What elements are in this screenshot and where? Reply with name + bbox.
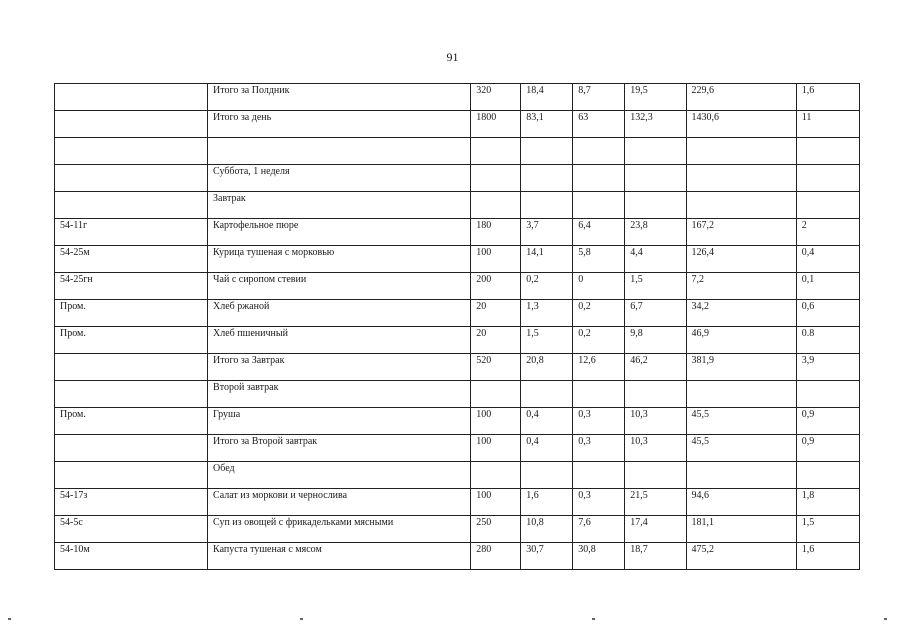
cell-code: Пром.: [55, 327, 208, 354]
cell-name: Груша: [208, 408, 471, 435]
cell-output: 250: [471, 516, 521, 543]
cell-carbs: [625, 462, 686, 489]
cell-carbs: [625, 165, 686, 192]
cell-protein: [521, 138, 573, 165]
cell-energy: [686, 381, 796, 408]
cell-fat: 6,4: [573, 219, 625, 246]
cell-protein: [521, 381, 573, 408]
cell-fat: 0,2: [573, 327, 625, 354]
cell-name: Завтрак: [208, 192, 471, 219]
cell-vitc: 1,5: [796, 516, 859, 543]
cell-protein: 3,7: [521, 219, 573, 246]
table-row: [55, 300, 860, 327]
cell-vitc: [796, 462, 859, 489]
cell-carbs: 23,8: [625, 219, 686, 246]
cell-output: 200: [471, 273, 521, 300]
cell-name: Второй завтрак: [208, 381, 471, 408]
cell-fat: 0,3: [573, 489, 625, 516]
cell-protein: 10,8: [521, 516, 573, 543]
table-row: [55, 138, 860, 165]
cell-protein: 1,6: [521, 489, 573, 516]
cell-output: [471, 462, 521, 489]
cell-energy: 126,4: [686, 246, 796, 273]
cell-carbs: 18,7: [625, 543, 686, 570]
table-row: [55, 543, 860, 570]
cell-fat: 0,2: [573, 300, 625, 327]
cell-fat: 8,7: [573, 84, 625, 111]
cell-code: [55, 165, 208, 192]
cell-energy: 45,5: [686, 435, 796, 462]
cell-vitc: 0,9: [796, 408, 859, 435]
cell-code: Пром.: [55, 408, 208, 435]
cell-carbs: 132,3: [625, 111, 686, 138]
cell-protein: 20,8: [521, 354, 573, 381]
menu-table: [54, 83, 860, 570]
cell-carbs: 21,5: [625, 489, 686, 516]
scan-marks: [0, 618, 905, 628]
cell-name: Суп из овощей с фрикадельками мясными: [208, 516, 471, 543]
table-row: [55, 516, 860, 543]
cell-name: Итого за день: [208, 111, 471, 138]
page-number: 91: [446, 50, 459, 64]
cell-code: 54-25гн: [55, 273, 208, 300]
cell-name: Картофельное пюре: [208, 219, 471, 246]
cell-fat: 7,6: [573, 516, 625, 543]
cell-name: [208, 138, 471, 165]
cell-vitc: [796, 192, 859, 219]
table-row: [55, 435, 860, 462]
cell-code: [55, 435, 208, 462]
cell-code: [55, 462, 208, 489]
cell-energy: [686, 165, 796, 192]
cell-energy: 46,9: [686, 327, 796, 354]
cell-protein: 0,4: [521, 408, 573, 435]
cell-output: 20: [471, 300, 521, 327]
cell-name: Суббота, 1 неделя: [208, 165, 471, 192]
cell-fat: [573, 192, 625, 219]
cell-energy: 1430,6: [686, 111, 796, 138]
cell-carbs: 9,8: [625, 327, 686, 354]
table-row: [55, 489, 860, 516]
cell-fat: [573, 462, 625, 489]
cell-carbs: 4,4: [625, 246, 686, 273]
cell-vitc: 0.8: [796, 327, 859, 354]
table-row: [55, 192, 860, 219]
cell-output: [471, 192, 521, 219]
cell-output: 280: [471, 543, 521, 570]
cell-protein: 1,5: [521, 327, 573, 354]
cell-code: 54-5с: [55, 516, 208, 543]
cell-carbs: [625, 138, 686, 165]
cell-vitc: 0,4: [796, 246, 859, 273]
table-row: [55, 246, 860, 273]
cell-code: [55, 84, 208, 111]
table-row: [55, 219, 860, 246]
cell-code: [55, 138, 208, 165]
cell-carbs: 19,5: [625, 84, 686, 111]
table-row: [55, 273, 860, 300]
cell-output: 100: [471, 408, 521, 435]
cell-energy: 381,9: [686, 354, 796, 381]
cell-name: Хлеб ржаной: [208, 300, 471, 327]
cell-fat: [573, 381, 625, 408]
cell-fat: 0: [573, 273, 625, 300]
cell-code: Пром.: [55, 300, 208, 327]
cell-fat: [573, 138, 625, 165]
cell-energy: 475,2: [686, 543, 796, 570]
cell-output: 20: [471, 327, 521, 354]
cell-energy: 181,1: [686, 516, 796, 543]
cell-vitc: 1,8: [796, 489, 859, 516]
table-row: [55, 165, 860, 192]
cell-carbs: 10,3: [625, 435, 686, 462]
table-row: [55, 381, 860, 408]
cell-vitc: 0,1: [796, 273, 859, 300]
cell-code: 54-17з: [55, 489, 208, 516]
cell-carbs: 1,5: [625, 273, 686, 300]
cell-fat: [573, 165, 625, 192]
cell-output: [471, 381, 521, 408]
cell-vitc: [796, 165, 859, 192]
table-row: [55, 327, 860, 354]
cell-protein: 14,1: [521, 246, 573, 273]
cell-name: Обед: [208, 462, 471, 489]
cell-name: Хлеб пшеничный: [208, 327, 471, 354]
cell-carbs: 46,2: [625, 354, 686, 381]
cell-energy: 7,2: [686, 273, 796, 300]
cell-name: Капуста тушеная с мясом: [208, 543, 471, 570]
cell-protein: [521, 192, 573, 219]
cell-vitc: 1,6: [796, 543, 859, 570]
cell-vitc: [796, 138, 859, 165]
cell-code: 54-25м: [55, 246, 208, 273]
cell-fat: 0,3: [573, 435, 625, 462]
cell-code: [55, 111, 208, 138]
cell-carbs: 10,3: [625, 408, 686, 435]
cell-output: 320: [471, 84, 521, 111]
cell-output: 100: [471, 489, 521, 516]
cell-code: [55, 381, 208, 408]
cell-output: 1800: [471, 111, 521, 138]
cell-output: 100: [471, 246, 521, 273]
cell-protein: 0,4: [521, 435, 573, 462]
cell-fat: 5,8: [573, 246, 625, 273]
cell-vitc: 3,9: [796, 354, 859, 381]
cell-energy: 167,2: [686, 219, 796, 246]
cell-energy: 34,2: [686, 300, 796, 327]
cell-fat: 30,8: [573, 543, 625, 570]
cell-output: 100: [471, 435, 521, 462]
cell-carbs: 6,7: [625, 300, 686, 327]
cell-energy: [686, 138, 796, 165]
cell-output: 180: [471, 219, 521, 246]
cell-vitc: 11: [796, 111, 859, 138]
table-row: [55, 111, 860, 138]
cell-carbs: 17,4: [625, 516, 686, 543]
table-row: [55, 354, 860, 381]
cell-name: Итого за Завтрак: [208, 354, 471, 381]
cell-name: Салат из моркови и чернослива: [208, 489, 471, 516]
cell-carbs: [625, 192, 686, 219]
cell-output: 520: [471, 354, 521, 381]
cell-protein: 83,1: [521, 111, 573, 138]
cell-name: Итого за Полдник: [208, 84, 471, 111]
cell-protein: 0,2: [521, 273, 573, 300]
cell-protein: [521, 165, 573, 192]
cell-carbs: [625, 381, 686, 408]
cell-energy: 94,6: [686, 489, 796, 516]
cell-output: [471, 138, 521, 165]
cell-protein: 18,4: [521, 84, 573, 111]
table-row: [55, 408, 860, 435]
cell-output: [471, 165, 521, 192]
table-row: [55, 84, 860, 111]
cell-fat: 63: [573, 111, 625, 138]
cell-code: 54-11г: [55, 219, 208, 246]
cell-vitc: 0,6: [796, 300, 859, 327]
cell-energy: [686, 192, 796, 219]
cell-energy: [686, 462, 796, 489]
cell-vitc: 0,9: [796, 435, 859, 462]
cell-name: Курица тушеная с морковью: [208, 246, 471, 273]
cell-fat: 0,3: [573, 408, 625, 435]
cell-code: [55, 192, 208, 219]
cell-vitc: 2: [796, 219, 859, 246]
cell-name: Итого за Второй завтрак: [208, 435, 471, 462]
cell-protein: 30,7: [521, 543, 573, 570]
cell-protein: 1,3: [521, 300, 573, 327]
cell-energy: 45,5: [686, 408, 796, 435]
cell-code: [55, 354, 208, 381]
cell-fat: 12,6: [573, 354, 625, 381]
cell-energy: 229,6: [686, 84, 796, 111]
cell-protein: [521, 462, 573, 489]
cell-code: 54-10м: [55, 543, 208, 570]
table-row: [55, 462, 860, 489]
cell-vitc: 1,6: [796, 84, 859, 111]
cell-vitc: [796, 381, 859, 408]
cell-name: Чай с сиропом стевии: [208, 273, 471, 300]
